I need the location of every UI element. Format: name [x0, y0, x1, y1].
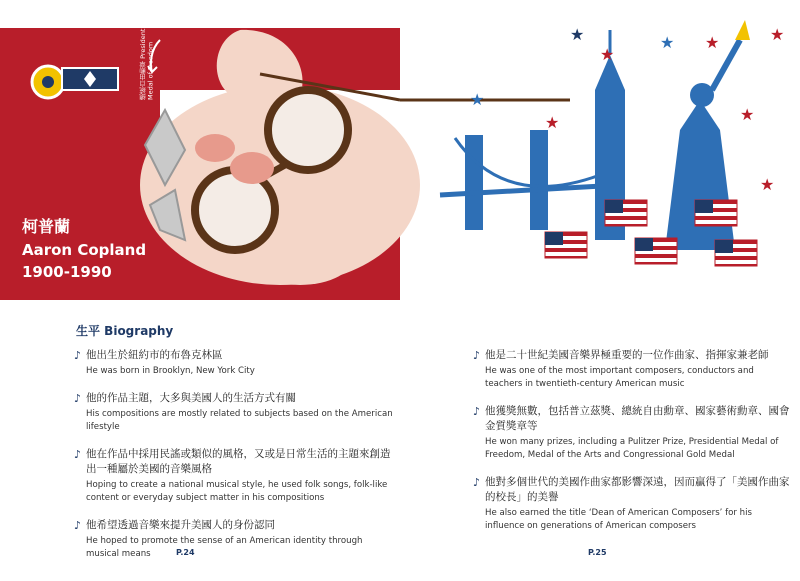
item-zh: 他獲獎無數，包括普立茲獎、總統自由勳章、國家藝術勳章、國會金質獎章等 [485, 405, 790, 432]
glasses-right-lens [195, 170, 275, 250]
svg-text:★: ★ [600, 45, 615, 64]
item-en: He hoped to promote the sense of an American identity through musical means [86, 536, 363, 559]
svg-text:★: ★ [770, 25, 785, 44]
svg-text:★: ★ [705, 33, 720, 52]
svg-text:★: ★ [570, 25, 585, 44]
composer-years: 1900-1990 [22, 263, 112, 281]
left-column [74, 348, 394, 574]
composer-name-block [22, 214, 146, 281]
medal-label [140, 20, 186, 100]
music-note-icon: ♪ [74, 349, 82, 362]
list-item [473, 475, 793, 533]
svg-text:★: ★ [470, 90, 485, 109]
music-note-icon: ♪ [473, 405, 481, 418]
music-note-icon: ♪ [74, 448, 82, 461]
item-en: He also earned the title ‘Dean of American Composers’ for his influence on generations of American composers [485, 508, 752, 531]
svg-text:★: ★ [545, 113, 560, 132]
item-zh: 他是二十世紀美國音樂界極重要的一位作曲家、指揮家兼老師 [485, 349, 769, 361]
medal-label-en: Presidential Medal of Freedom [139, 21, 155, 100]
list-item [74, 447, 394, 505]
music-note-icon: ♪ [74, 392, 82, 405]
cheek [195, 134, 235, 162]
composer-name-zh: 柯普蘭 [22, 217, 71, 236]
item-en: His compositions are mostly related to subjects based on the American lifestyle [86, 409, 393, 432]
item-zh: 他的作品主題，大多與美國人的生活方式有關 [86, 392, 296, 404]
music-note-icon: ♪ [473, 349, 481, 362]
page-number-right: P.25 [588, 548, 607, 557]
item-en: He won many prizes, including a Pulitzer Prize, Presidential Medal of Freedom, Medal of the Arts and Congressional Gold Medal [485, 437, 779, 460]
list-item [473, 348, 793, 391]
svg-text:★: ★ [740, 105, 755, 124]
svg-text:★: ★ [760, 175, 775, 194]
svg-text:★: ★ [660, 33, 675, 52]
glasses-left-lens [268, 90, 348, 170]
item-zh: 他出生於紐約市的布魯克林區 [86, 349, 223, 361]
medal-label-zh: 總統自由勳章 [139, 61, 147, 100]
item-zh: 他希望透過音樂來提升美國人的身份認同 [86, 519, 275, 531]
list-item [74, 518, 394, 561]
bridge-icon [440, 130, 620, 230]
composer-name-en: Aaron Copland [22, 241, 147, 259]
list-item [473, 404, 793, 462]
page-number-left: P.24 [176, 548, 195, 557]
music-note-icon: ♪ [473, 476, 481, 489]
right-column [473, 348, 793, 546]
list-item [74, 391, 394, 434]
music-note-icon: ♪ [74, 519, 82, 532]
item-zh: 他對多個世代的美國作曲家都影響深遠，因而贏得了「美國作曲家的校長」的美譽 [485, 476, 790, 503]
item-zh: 他在作品中採用民謠或類似的風格，又或是日常生活的主題來創造出一種屬於美國的音樂風格 [86, 448, 391, 475]
item-en: He was one of the most important composers, conductors and teachers in twentieth-century American music [485, 366, 754, 389]
list-item [74, 348, 394, 378]
nose [230, 152, 274, 184]
section-title: 生平 Biography [76, 324, 174, 338]
item-en: He was born in Brooklyn, New York City [86, 366, 255, 376]
item-en: Hoping to create a national musical style, he used folk songs, folk-like content or everyday subject matter in his compositions [86, 480, 388, 503]
